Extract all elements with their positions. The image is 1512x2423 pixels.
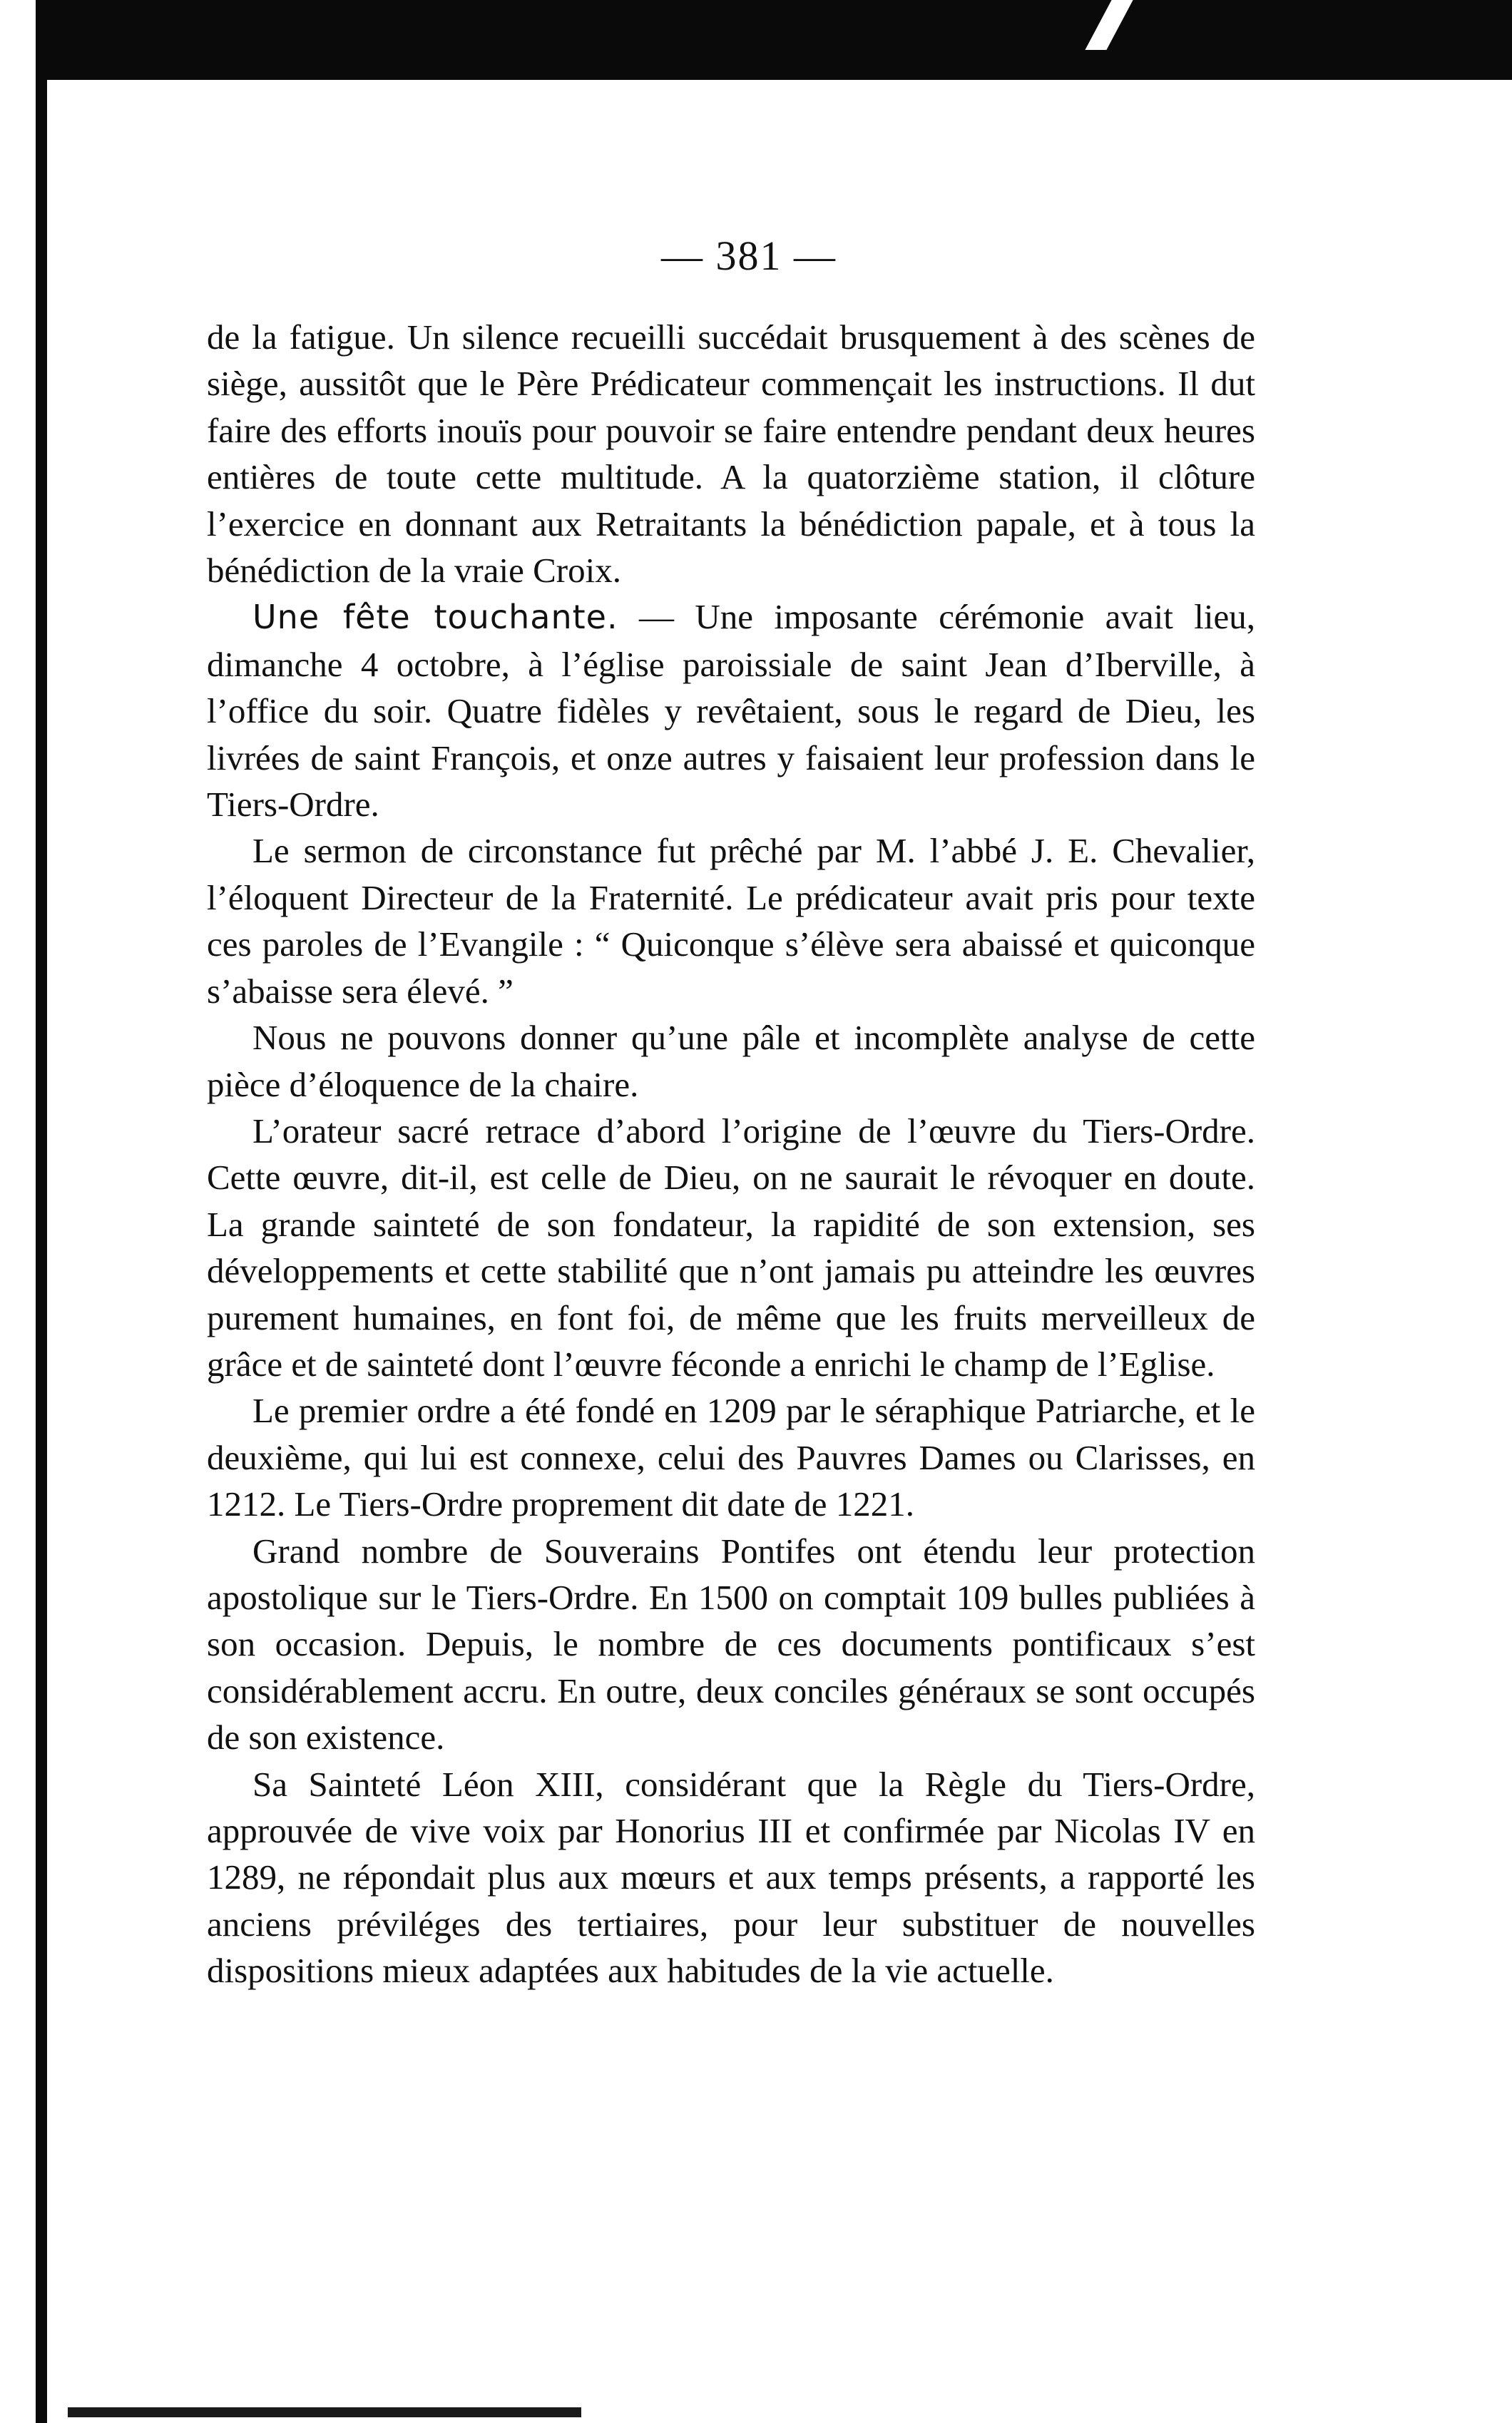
paragraph: de la fatigue. Un silence recueilli succédait brusquement à des scènes de siège, aussitôt que le Père Prédicateur commençait les instructions. Il dut faire des efforts inouïs pour pouvoir se faire entendre pendant deux heures entières de toute cette multitude. A la quatorzième station, il clôture l’exercice en donnant aux Retraitants la bénédiction papale, et à tous la bénédiction de la vraie Croix. xyxy=(207,317,1255,591)
paragraph: Le sermon de circonstance fut prêché par M. l’abbé J. E. Chevalier, l’éloquent Directeur de la Fraternité. Le prédicateur avait pris pour texte ces paroles de l’Evangile : “ Quiconque s’élève sera abaissé et quiconque s’abaisse sera élevé. ” xyxy=(207,831,1255,1011)
paragraph: Sa Sainteté Léon XIII, considérant que la Règle du Tiers-Ordre, approuvée de vive voix par Honorius III et confirmée par Nicolas IV en 1289, ne répondait plus aux mœurs et aux temps présents, a rapporté les anciens préviléges des tertiaires, pour leur substituer de nouvelles dispositions mieux adaptées aux habitudes de la vie actuelle. xyxy=(207,1764,1255,1991)
page-number: — 381 — xyxy=(661,233,837,279)
paragraph: Grand nombre de Souverains Pontifes ont étendu leur protection apostolique sur le Tiers-Ordre. En 1500 on comptait 109 bulles publiées à son occasion. Depuis, le nombre de ces documents pontificaux s’est considérablement accru. En outre, deux conciles généraux se sont occupés de son existence. xyxy=(207,1531,1255,1758)
scan-top-border xyxy=(36,0,1512,80)
paragraph: Le premier ordre a été fondé en 1209 par le séraphique Patriarche, et le deuxième, qui lui est connexe, celui des Pauvres Dames ou Clarisses, en 1212. Le Tiers-Ordre proprement dit date de 1221. xyxy=(207,1391,1255,1524)
scan-bottom-mark xyxy=(68,2407,581,2417)
paragraph-text: — Une imposante cérémonie avait lieu, dimanche 4 octobre, à l’église paroissiale de saint Jean d’Iberville, à l’office du soir. Quatre fidèles y revêtaient, sous le regard de Dieu, les livrées de saint François, et onze autres y faisaient leur profession dans le Tiers-Ordre. xyxy=(207,597,1255,825)
paragraph: L’orateur sacré retrace d’abord l’origine de l’œuvre du Tiers-Ordre. Cette œuvre, dit-il, est celle de Dieu, on ne saurait le révoquer en doute. La grande sainteté de son fondateur, la rapidité de son extension, ses développements et cette stabilité que n’ont jamais pu atteindre les œuvres purement humaines, en font foi, de même que les fruits merveilleux de grâce et de sainteté dont l’œuvre féconde a enrichi le champ de l’Eglise. xyxy=(207,1111,1255,1384)
paragraph xyxy=(207,593,1255,827)
section-heading: Une fête touchante. xyxy=(252,598,618,637)
paragraph: Nous ne pouvons donner qu’une pâle et incomplète analyse de cette pièce d’éloquence de la chaire. xyxy=(207,1018,1255,1104)
scan-left-border xyxy=(36,0,47,2423)
body-text xyxy=(207,314,1255,1994)
